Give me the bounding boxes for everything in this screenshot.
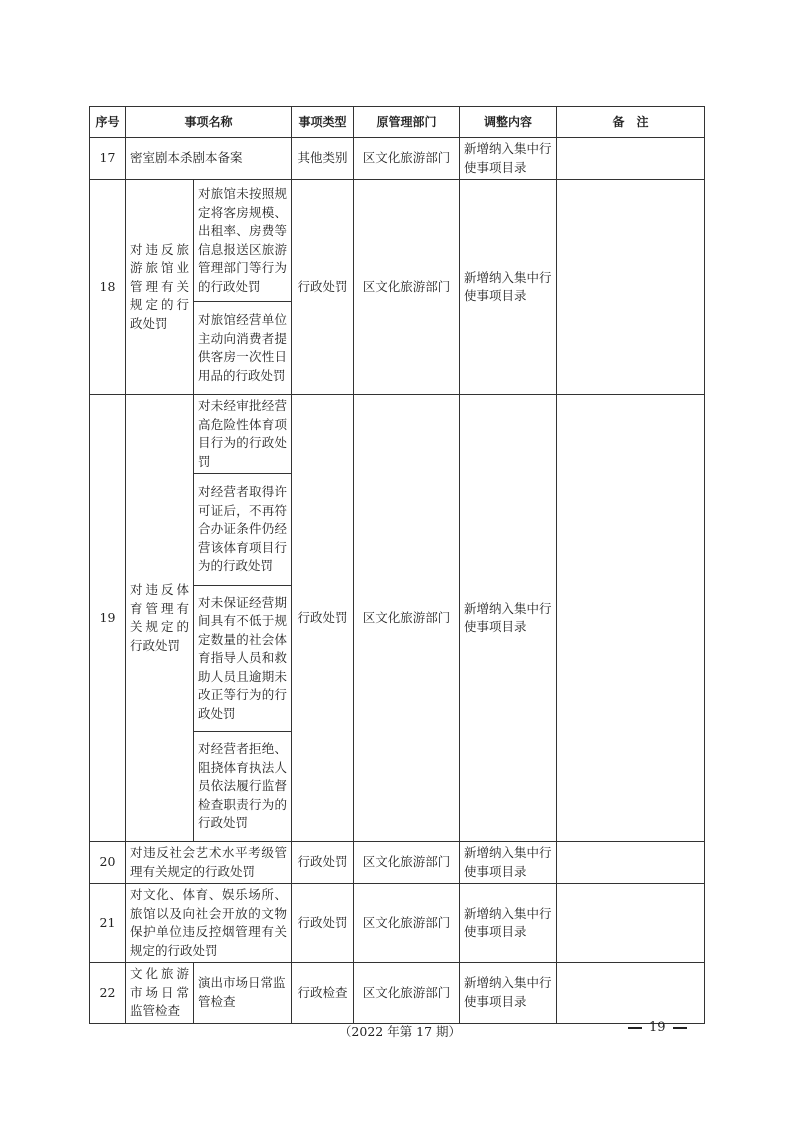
row-num: 17 (90, 138, 126, 180)
row-remark (557, 180, 705, 395)
row-sub-item: 对经营者拒绝、阻挠体育执法人员依法履行监督检查职责行为的行政处罚 (194, 732, 292, 842)
row-adjust: 新增纳入集中行使事项目录 (460, 884, 557, 963)
row-num: 18 (90, 180, 126, 395)
row-remark (557, 138, 705, 180)
row-adjust: 新增纳入集中行使事项目录 (460, 842, 557, 884)
row-sub-item: 演出市场日常监管检查 (194, 963, 292, 1024)
table-row (90, 963, 705, 1024)
table-header-row (90, 107, 705, 138)
header-adjustment: 调整内容 (460, 107, 557, 138)
header-item-type: 事项类型 (292, 107, 354, 138)
row-item-name: 对违反社会艺术水平考级管理有关规定的行政处罚 (126, 842, 292, 884)
row-type: 行政处罚 (292, 842, 354, 884)
row-remark (557, 884, 705, 963)
table-row (90, 138, 705, 180)
row-sub-item: 对旅馆未按照规定将客房规模、出租率、房费等信息报送区旅游管理部门等行为的行政处罚 (194, 180, 292, 302)
row-remark (557, 963, 705, 1024)
header-remark: 备 注 (557, 107, 705, 138)
items-table (89, 106, 705, 1024)
header-item-name: 事项名称 (126, 107, 292, 138)
table-row (90, 180, 705, 302)
row-adjust: 新增纳入集中行使事项目录 (460, 180, 557, 395)
row-type: 其他类别 (292, 138, 354, 180)
row-remark (557, 395, 705, 842)
row-dept: 区文化旅游部门 (354, 395, 460, 842)
table-row (90, 884, 705, 963)
page-number (628, 1020, 708, 1035)
row-adjust: 新增纳入集中行使事项目录 (460, 138, 557, 180)
row-dept: 区文化旅游部门 (354, 138, 460, 180)
row-dept: 区文化旅游部门 (354, 180, 460, 395)
row-type: 行政处罚 (292, 395, 354, 842)
row-item-name: 密室剧本杀剧本备案 (126, 138, 292, 180)
dash-left-icon (628, 1027, 642, 1029)
row-num: 20 (90, 842, 126, 884)
row-sub-item: 对未经审批经营高危险性体育项目行为的行政处罚 (194, 395, 292, 474)
header-seq: 序号 (90, 107, 126, 138)
dash-right-icon (673, 1027, 687, 1029)
row-adjust: 新增纳入集中行使事项目录 (460, 395, 557, 842)
row-sub-item: 对旅馆经营单位主动向消费者提供客房一次性日用品的行政处罚 (194, 302, 292, 395)
row-item-name: 对文化、体育、娱乐场所、旅馆以及向社会开放的文物保护单位违反控烟管理有关规定的行政处罚 (126, 884, 292, 963)
row-num: 19 (90, 395, 126, 842)
header-orig-dept: 原管理部门 (354, 107, 460, 138)
row-remark (557, 842, 705, 884)
row-adjust: 新增纳入集中行使事项目录 (460, 963, 557, 1024)
row-item-name: 文化旅游市场日常监管检查 (126, 963, 194, 1024)
row-dept: 区文化旅游部门 (354, 884, 460, 963)
row-sub-item: 对经营者取得许可证后，不再符合办证条件仍经营该体育项目行为的行政处罚 (194, 474, 292, 586)
row-dept: 区文化旅游部门 (354, 842, 460, 884)
row-item-name: 对违反体育管理有关规定的行政处罚 (126, 395, 194, 842)
issue-label: （2022 年第 17 期） (338, 1024, 462, 1039)
page-number-text: 19 (649, 1020, 666, 1035)
row-type: 行政处罚 (292, 884, 354, 963)
row-dept: 区文化旅游部门 (354, 963, 460, 1024)
row-num: 22 (90, 963, 126, 1024)
row-item-name: 对违反旅游旅馆业管理有关规定的行政处罚 (126, 180, 194, 395)
table-row (90, 395, 705, 474)
row-type: 行政处罚 (292, 180, 354, 395)
row-sub-item: 对未保证经营期间具有不低于规定数量的社会体育指导人员和救助人员且逾期未改正等行为的行政处罚 (194, 586, 292, 732)
row-num: 21 (90, 884, 126, 963)
table-row (90, 842, 705, 884)
row-type: 行政检查 (292, 963, 354, 1024)
